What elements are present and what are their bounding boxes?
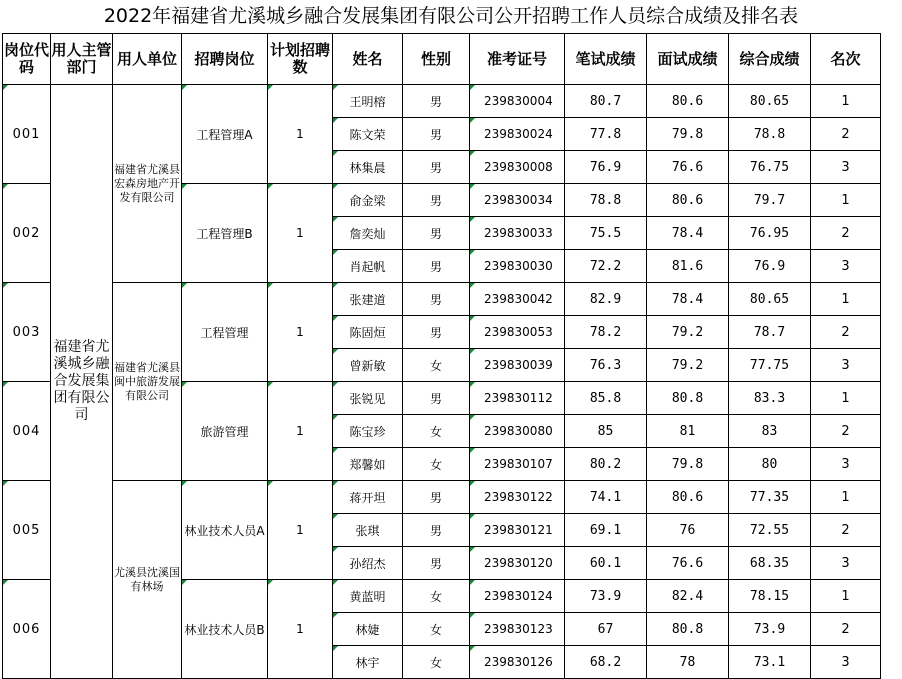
rank-cell: 3 bbox=[811, 349, 881, 382]
interview-cell: 78 bbox=[647, 646, 729, 679]
total-cell: 73.1 bbox=[729, 646, 811, 679]
plan-cell: 1 bbox=[268, 85, 333, 184]
unit-cell: 尤溪县沈溪国有林场 bbox=[113, 481, 182, 679]
exam-no-cell: 239830123 bbox=[470, 613, 565, 646]
name-cell: 曾新敏 bbox=[333, 349, 403, 382]
rank-cell: 2 bbox=[811, 415, 881, 448]
post-name-cell: 工程管理A bbox=[182, 85, 268, 184]
written-cell: 77.8 bbox=[565, 118, 647, 151]
exam-no-cell: 239830033 bbox=[470, 217, 565, 250]
post-name-cell: 工程管理 bbox=[182, 283, 268, 382]
total-cell: 77.75 bbox=[729, 349, 811, 382]
gender-cell: 男 bbox=[403, 382, 470, 415]
interview-cell: 81.6 bbox=[647, 250, 729, 283]
name-cell: 张锐见 bbox=[333, 382, 403, 415]
post-name-cell: 旅游管理 bbox=[182, 382, 268, 481]
total-cell: 73.9 bbox=[729, 613, 811, 646]
interview-cell: 80.8 bbox=[647, 382, 729, 415]
interview-cell: 80.6 bbox=[647, 85, 729, 118]
interview-cell: 79.2 bbox=[647, 316, 729, 349]
gender-cell: 女 bbox=[403, 613, 470, 646]
total-cell: 77.35 bbox=[729, 481, 811, 514]
exam-no-cell: 239830120 bbox=[470, 547, 565, 580]
exam-no-cell: 239830008 bbox=[470, 151, 565, 184]
gender-cell: 男 bbox=[403, 481, 470, 514]
gender-cell: 男 bbox=[403, 118, 470, 151]
rank-cell: 2 bbox=[811, 514, 881, 547]
col-header-unit: 用人单位 bbox=[113, 34, 182, 85]
name-cell: 林集晨 bbox=[333, 151, 403, 184]
col-header-plan: 计划招聘数 bbox=[268, 34, 333, 85]
post-name-cell: 林业技术人员B bbox=[182, 580, 268, 679]
total-cell: 83 bbox=[729, 415, 811, 448]
post-name-cell: 林业技术人员A bbox=[182, 481, 268, 580]
name-cell: 陈文荣 bbox=[333, 118, 403, 151]
col-header-name: 姓名 bbox=[333, 34, 403, 85]
rank-cell: 2 bbox=[811, 316, 881, 349]
plan-cell: 1 bbox=[268, 283, 333, 382]
exam-no-cell: 239830034 bbox=[470, 184, 565, 217]
table-row bbox=[3, 283, 881, 316]
written-cell: 82.9 bbox=[565, 283, 647, 316]
exam-no-cell: 239830126 bbox=[470, 646, 565, 679]
gender-cell: 男 bbox=[403, 151, 470, 184]
col-header-gender: 性别 bbox=[403, 34, 470, 85]
total-cell: 78.7 bbox=[729, 316, 811, 349]
gender-cell: 男 bbox=[403, 250, 470, 283]
total-cell: 80.65 bbox=[729, 283, 811, 316]
gender-cell: 男 bbox=[403, 283, 470, 316]
gender-cell: 男 bbox=[403, 85, 470, 118]
col-header-dept: 用人主管部门 bbox=[51, 34, 113, 85]
gender-cell: 女 bbox=[403, 415, 470, 448]
exam-no-cell: 239830039 bbox=[470, 349, 565, 382]
written-cell: 80.7 bbox=[565, 85, 647, 118]
written-cell: 76.3 bbox=[565, 349, 647, 382]
name-cell: 孙绍杰 bbox=[333, 547, 403, 580]
plan-cell: 1 bbox=[268, 382, 333, 481]
exam-no-cell: 239830080 bbox=[470, 415, 565, 448]
interview-cell: 78.4 bbox=[647, 283, 729, 316]
gender-cell: 女 bbox=[403, 580, 470, 613]
name-cell: 黄蓝明 bbox=[333, 580, 403, 613]
written-cell: 73.9 bbox=[565, 580, 647, 613]
exam-no-cell: 239830004 bbox=[470, 85, 565, 118]
interview-cell: 79.2 bbox=[647, 349, 729, 382]
col-header-interview: 面试成绩 bbox=[647, 34, 729, 85]
total-cell: 78.8 bbox=[729, 118, 811, 151]
col-header-exam-no: 准考证号 bbox=[470, 34, 565, 85]
exam-no-cell: 239830053 bbox=[470, 316, 565, 349]
col-header-code: 岗位代码 bbox=[3, 34, 51, 85]
exam-no-cell: 239830024 bbox=[470, 118, 565, 151]
written-cell: 60.1 bbox=[565, 547, 647, 580]
rank-cell: 1 bbox=[811, 85, 881, 118]
written-cell: 76.9 bbox=[565, 151, 647, 184]
rank-cell: 1 bbox=[811, 382, 881, 415]
post-code-cell: 001 bbox=[3, 85, 51, 184]
rank-cell: 3 bbox=[811, 250, 881, 283]
total-cell: 78.15 bbox=[729, 580, 811, 613]
written-cell: 72.2 bbox=[565, 250, 647, 283]
total-cell: 68.35 bbox=[729, 547, 811, 580]
rank-cell: 2 bbox=[811, 217, 881, 250]
unit-cell: 福建省尤溪县闽中旅游发展有限公司 bbox=[113, 283, 182, 481]
written-cell: 85.8 bbox=[565, 382, 647, 415]
plan-cell: 1 bbox=[268, 580, 333, 679]
name-cell: 王明榕 bbox=[333, 85, 403, 118]
name-cell: 林婕 bbox=[333, 613, 403, 646]
col-header-rank: 名次 bbox=[811, 34, 881, 85]
post-code-cell: 003 bbox=[3, 283, 51, 382]
written-cell: 69.1 bbox=[565, 514, 647, 547]
post-code-cell: 004 bbox=[3, 382, 51, 481]
rank-cell: 1 bbox=[811, 184, 881, 217]
exam-no-cell: 239830030 bbox=[470, 250, 565, 283]
rank-cell: 1 bbox=[811, 580, 881, 613]
exam-no-cell: 239830112 bbox=[470, 382, 565, 415]
unit-cell: 福建省尤溪县宏森房地产开发有限公司 bbox=[113, 85, 182, 283]
gender-cell: 男 bbox=[403, 514, 470, 547]
post-name-cell: 工程管理B bbox=[182, 184, 268, 283]
rank-cell: 3 bbox=[811, 151, 881, 184]
name-cell: 陈宝珍 bbox=[333, 415, 403, 448]
rank-cell: 1 bbox=[811, 481, 881, 514]
exam-no-cell: 239830124 bbox=[470, 580, 565, 613]
name-cell: 张建道 bbox=[333, 283, 403, 316]
total-cell: 80.65 bbox=[729, 85, 811, 118]
written-cell: 80.2 bbox=[565, 448, 647, 481]
post-code-cell: 005 bbox=[3, 481, 51, 580]
rank-cell: 1 bbox=[811, 283, 881, 316]
written-cell: 75.5 bbox=[565, 217, 647, 250]
interview-cell: 76.6 bbox=[647, 547, 729, 580]
interview-cell: 76.6 bbox=[647, 151, 729, 184]
interview-cell: 81 bbox=[647, 415, 729, 448]
total-cell: 76.9 bbox=[729, 250, 811, 283]
total-cell: 80 bbox=[729, 448, 811, 481]
name-cell: 肖起帆 bbox=[333, 250, 403, 283]
written-cell: 67 bbox=[565, 613, 647, 646]
table-row bbox=[3, 481, 881, 514]
interview-cell: 80.6 bbox=[647, 184, 729, 217]
rank-cell: 3 bbox=[811, 547, 881, 580]
rank-cell: 2 bbox=[811, 118, 881, 151]
name-cell: 郑馨如 bbox=[333, 448, 403, 481]
header-row bbox=[3, 34, 881, 85]
total-cell: 83.3 bbox=[729, 382, 811, 415]
interview-cell: 82.4 bbox=[647, 580, 729, 613]
rank-cell: 3 bbox=[811, 448, 881, 481]
name-cell: 詹奕灿 bbox=[333, 217, 403, 250]
interview-cell: 79.8 bbox=[647, 448, 729, 481]
name-cell: 俞金梁 bbox=[333, 184, 403, 217]
rank-cell: 2 bbox=[811, 613, 881, 646]
gender-cell: 男 bbox=[403, 184, 470, 217]
name-cell: 陈固烜 bbox=[333, 316, 403, 349]
written-cell: 68.2 bbox=[565, 646, 647, 679]
written-cell: 78.2 bbox=[565, 316, 647, 349]
dept-cell: 福建省尤溪城乡融合发展集团有限公司 bbox=[51, 85, 113, 679]
interview-cell: 78.4 bbox=[647, 217, 729, 250]
post-code-cell: 006 bbox=[3, 580, 51, 679]
gender-cell: 男 bbox=[403, 217, 470, 250]
gender-cell: 男 bbox=[403, 316, 470, 349]
interview-cell: 80.6 bbox=[647, 481, 729, 514]
total-cell: 79.7 bbox=[729, 184, 811, 217]
name-cell: 蒋开坦 bbox=[333, 481, 403, 514]
exam-no-cell: 239830042 bbox=[470, 283, 565, 316]
interview-cell: 76 bbox=[647, 514, 729, 547]
plan-cell: 1 bbox=[268, 184, 333, 283]
interview-cell: 79.8 bbox=[647, 118, 729, 151]
exam-no-cell: 239830107 bbox=[470, 448, 565, 481]
post-code-cell: 002 bbox=[3, 184, 51, 283]
table-row bbox=[3, 85, 881, 118]
results-table bbox=[2, 33, 881, 679]
rank-cell: 3 bbox=[811, 646, 881, 679]
gender-cell: 女 bbox=[403, 448, 470, 481]
gender-cell: 男 bbox=[403, 547, 470, 580]
col-header-total: 综合成绩 bbox=[729, 34, 811, 85]
exam-no-cell: 239830121 bbox=[470, 514, 565, 547]
written-cell: 85 bbox=[565, 415, 647, 448]
name-cell: 林宇 bbox=[333, 646, 403, 679]
page-title: 2022年福建省尤溪城乡融合发展集团有限公司公开招聘工作人员综合成绩及排名表 bbox=[103, 5, 799, 27]
written-cell: 78.8 bbox=[565, 184, 647, 217]
total-cell: 72.55 bbox=[729, 514, 811, 547]
total-cell: 76.95 bbox=[729, 217, 811, 250]
written-cell: 74.1 bbox=[565, 481, 647, 514]
gender-cell: 女 bbox=[403, 646, 470, 679]
total-cell: 76.75 bbox=[729, 151, 811, 184]
gender-cell: 女 bbox=[403, 349, 470, 382]
col-header-written: 笔试成绩 bbox=[565, 34, 647, 85]
col-header-post: 招聘岗位 bbox=[182, 34, 268, 85]
name-cell: 张琪 bbox=[333, 514, 403, 547]
interview-cell: 80.8 bbox=[647, 613, 729, 646]
plan-cell: 1 bbox=[268, 481, 333, 580]
exam-no-cell: 239830122 bbox=[470, 481, 565, 514]
